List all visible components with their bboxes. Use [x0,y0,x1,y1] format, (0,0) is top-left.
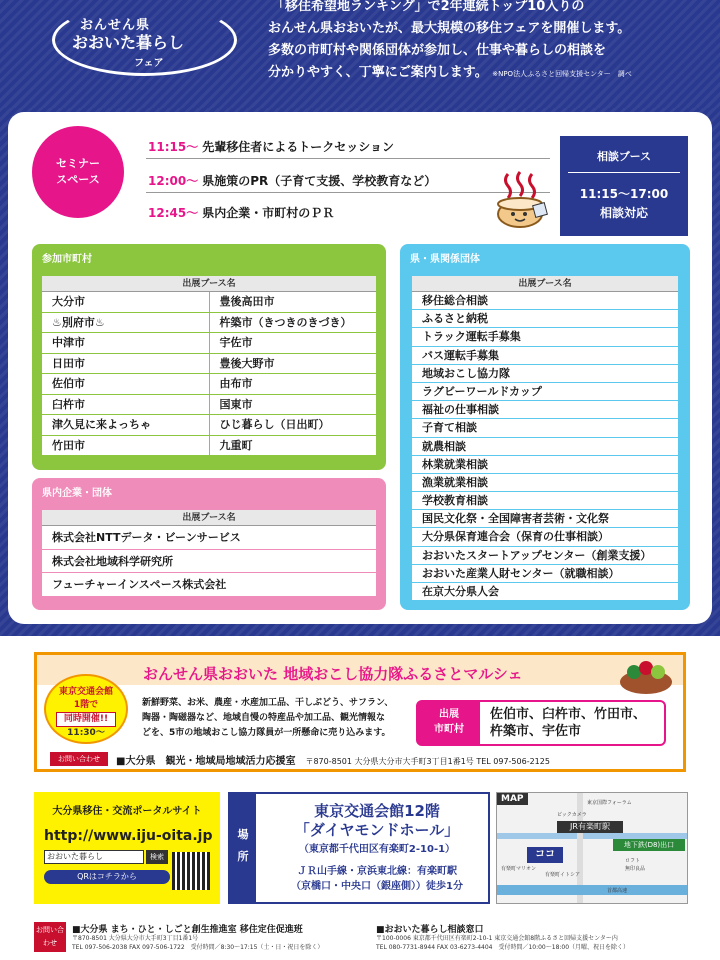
fair-logo [52,0,237,80]
inquiry-org: ■大分県 観光・地域局地域活力応援室 [116,756,296,767]
intro-top: 「移住希望地ランキング」で2年連続トップ10入りの [272,0,585,14]
table-cell: 就農相談 [412,438,678,456]
map-label: 有楽町マリオン [501,866,536,872]
qr-label: QRはコチラから [44,870,170,884]
desc-line: 新鮮野菜、お米、農産・水産加工品、干しぶどう、サフラン、 [142,698,394,708]
seminar-space-label: セミナー スペース [56,157,100,186]
inquiry-tag: お問い合わせ [50,752,108,766]
table-cell: 臼杵市 [42,395,210,416]
map-station: JR有楽町駅 [557,821,623,833]
column-header: 出展ブース名 [42,510,376,526]
footer-left-title: ■大分県 まち・ひと・しごと創生推進室 移住定住促進班 [72,925,303,935]
panel-title: 県内企業・団体 [42,488,112,499]
search-box[interactable]: おおいた暮らし [44,850,144,864]
venue-tag: 場 所 [230,794,256,902]
table-cell: 大分県保育連合会（保育の仕事相談） [412,528,678,546]
column-header: 出展ブース名 [412,276,678,292]
portal-box [34,792,220,904]
shops-line: 佐伯市、臼杵市、竹田市、 [490,707,647,722]
table-cell: 竹田市 [42,436,210,457]
table-cell: おおいた産業人財センター（就職相談） [412,565,678,583]
table-cell: 福祉の仕事相談 [412,401,678,419]
venue-name: 東京交通会館12階 [314,802,440,820]
consult-booth-note: 相談対応 [599,206,648,220]
venue-access [266,864,488,894]
table-cell: バス運転手募集 [412,347,678,365]
panel-title: 県・県関係団体 [410,254,480,265]
inquiry-address: 〒870-8501 大分県大分市大手町3丁目1番1号 TEL 097-506-2125 [305,757,550,766]
table-cell: ふるさと納税 [412,310,678,328]
venue-box [228,792,490,904]
table-cell: ラグビーワールドカップ [412,383,678,401]
table-cell: 大分市 [42,292,210,313]
intro-note: ※NPO法人ふるさと回帰支援センター 調べ [492,70,632,78]
seminar-title: 県施策のPR（子育て支援、学校教育など） [202,174,437,188]
consult-booth-time: 11:15〜17:00 [579,187,669,201]
table-cell: 国民文化祭・全国障害者芸術・文化祭 [412,510,678,528]
table-cell: 漁業就業相談 [412,474,678,492]
table-cell: トラック運転手募集 [412,328,678,346]
footer-right-tel: TEL 080-7731-8944 FAX 03-6273-4404 受付時間／10:00〜18:00（月曜、祝日を除く） [376,944,630,951]
map-label: 有楽町イトシア [545,872,581,878]
table-cell: 豊後高田市 [210,292,377,313]
panel-title: 参加市町村 [42,254,92,265]
municipalities-table [42,276,376,456]
companies-table [42,510,376,597]
footer-left-address: 〒870-8501 大分県大分市大手町3丁目1番1号 [72,935,199,942]
badge-line: 東京交通会館 [58,687,113,697]
marche-title: おんせん県おおいた 地域おこし協力隊ふるさとマルシェ [143,665,523,683]
access-line: ＪＲ山手線・京浜東北線：有楽町駅 [297,866,457,877]
map-expressway [497,885,688,895]
table-row [42,292,376,313]
map-label: 首都高速 [607,888,628,894]
map-label: 東京国際フォーラム [587,800,632,806]
table-cell: 津久見に来よっちゃ [42,415,210,436]
concurrent-event-badge [44,674,128,744]
badge-line: 1階で [73,700,99,710]
table-row [42,395,376,416]
seminar-space-badge [32,126,124,218]
seminar-title: 先輩移住者によるトークセッション [202,140,394,154]
table-row [42,333,376,354]
venue-hall: 「ダイヤモンドホール」 [294,821,460,839]
logo-line3: フェア [134,58,164,69]
table-row [42,313,376,334]
onsen-mascot-icon [494,170,550,230]
table-cell: ひじ暮らし（日出町） [210,415,377,436]
divider [146,192,550,193]
map-label: ビックカメラ [557,812,587,818]
table-cell: おおいたスタートアップセンター（創業支援） [412,547,678,565]
desc-line: どを、5市の地域おこし協力隊員が一所懸命に売り込みます。 [142,728,391,738]
badge-line: 11:30〜 [67,728,105,738]
seminar-item [148,204,334,221]
table-cell: 在京大分県人会 [412,583,678,601]
seminar-time: 12:00〜 [148,174,199,188]
intro-line: 分かりやすく、丁寧にご案内します。 ※NPO法人ふるさと回帰支援センター 調べ [268,65,632,80]
venue-address: （東京都千代田区有楽町2-10-1） [298,844,456,855]
marche-inquiry [116,752,550,767]
table-cell: 株式会社地域科学研究所 [42,550,376,574]
marche-shops [416,700,666,746]
qr-code-icon[interactable] [172,852,210,890]
seminar-item [148,172,436,189]
table-cell: 株式会社NTTデータ・ビーンサービス [42,526,376,550]
table-row [42,354,376,375]
access-map [496,792,688,904]
table-cell: 林業就業相談 [412,456,678,474]
table-cell: 子育て相談 [412,419,678,437]
marche-description [142,696,393,741]
table-cell: フューチャーインスペース株式会社 [42,573,376,597]
divider [146,158,550,159]
vegetable-basket-icon [616,656,676,696]
table-cell: 宇佐市 [210,333,377,354]
map-tag: MAP [497,793,528,805]
column-header: 出展ブース名 [42,276,376,292]
map-exit: 地下鉄(D8)出口 [613,839,685,851]
shops-list [490,706,646,740]
shops-line: 杵築市、宇佐市 [490,724,582,739]
search-button[interactable]: 検索 [146,850,168,864]
seminar-title: 県内企業・市町村のＰＲ [202,206,335,220]
table-row [42,436,376,457]
map-label: 無印良品 [625,866,646,872]
table-cell: 豊後大野市 [210,354,377,375]
logo-line2: おおいた暮らし [72,33,185,52]
footer-right-address: 〒100-0006 東京都千代田区有楽町2-10-1 東京交通会館8階ふるさと回帰支援センター内 [376,935,618,942]
table-cell: 佐伯市 [42,374,210,395]
table-cell: 九重町 [210,436,377,457]
access-line: （京橋口・中央口（銀座側））徒歩1分 [291,881,463,892]
map-here-marker: ココ [527,847,563,863]
logo-line1: おんせん県 [80,18,151,33]
desc-line: 陶器・陶磁器など、地域自慢の特産品や加工品、観光情報な [142,713,386,723]
table-cell: 由布市 [210,374,377,395]
header-banner [0,0,720,108]
intro-line: おんせん県おおいたが、最大規模の移住フェアを開催します。 [268,21,631,36]
seminar-item [148,138,394,155]
table-cell: 杵築市（きつきのきづき） [210,313,377,334]
seminar-time: 11:15〜 [148,140,199,154]
table-cell: 日田市 [42,354,210,375]
table-cell: 中津市 [42,333,210,354]
table-row [42,415,376,436]
portal-title: 大分県移住・交流ポータルサイト [52,806,202,817]
footer-inquiry-tag: お問い合わせ [34,922,66,952]
prefecture-table [412,276,678,601]
shops-label: 出展 市町村 [418,702,480,744]
table-row [42,374,376,395]
venue-main [266,802,488,859]
portal-url[interactable]: http://www.iju-oita.jp [44,828,213,844]
consult-booth-box [560,136,688,236]
consult-booth-title: 相談ブース [568,148,680,173]
table-cell: 国東市 [210,395,377,416]
badge-line: 同時開催!! [56,712,116,727]
table-cell: 移住総合相談 [412,292,678,310]
footer-left-tel: TEL 097-506-2038 FAX 097-506-1722 受付時間／8:30〜17:15（土・日・祝日を除く） [72,944,324,951]
intro-line: 多数の市町村や関係団体が参加し、仕事や暮らしの相談を [268,43,607,58]
table-cell: 学校教育相談 [412,492,678,510]
footer-right-title: ■おおいた暮らし相談窓口 [376,925,484,935]
map-label: ロフト [625,858,641,864]
table-cell: ♨別府市♨ [42,313,210,334]
seminar-time: 12:45〜 [148,206,199,220]
table-cell: 地域おこし協力隊 [412,365,678,383]
